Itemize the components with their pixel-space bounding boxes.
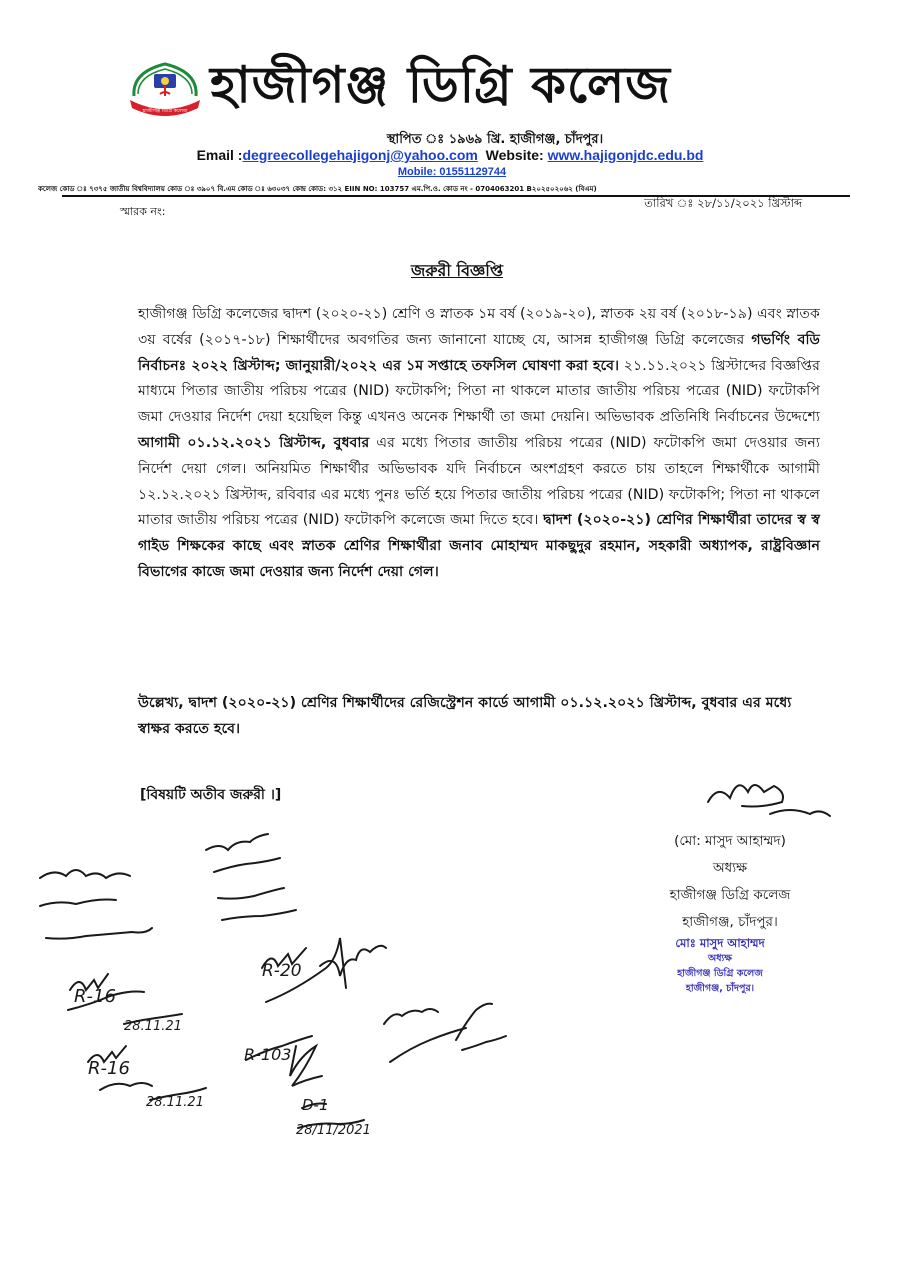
svg-text:28.11.21: 28.11.21 <box>146 1095 204 1110</box>
stamp-address: হাজীগঞ্জ, চাঁদপুর। <box>685 983 755 994</box>
established-line: স্থাপিত ঃ ১৯৬৯ খ্রি. হাজীগঞ্জ, চাঁদপুর। <box>386 132 604 147</box>
stamp-college: হাজীগঞ্জ ডিগ্রি কলেজ <box>677 968 763 979</box>
svg-text:হাজীগঞ্জ ডিগ্রি কলেজ: হাজীগঞ্জ ডিগ্রি কলেজ <box>142 108 188 114</box>
college-logo <box>128 60 202 116</box>
principal-college: হাজীগঞ্জ ডিগ্রি কলেজ <box>669 887 791 903</box>
svg-text:28/11/2021: 28/11/2021 <box>296 1123 371 1138</box>
svg-text:D-1: D-1 <box>302 1096 329 1114</box>
principal-name: (মো: মাসুদ আহাম্মদ) <box>674 833 786 849</box>
memo-number-label: স্মারক নং: <box>120 205 166 218</box>
para1-segment: হাজীগঞ্জ ডিগ্রি কলেজের দ্বাদশ (২০২০-২১) শ্রেণি ও স্নাতক ১ম বর্ষ (২০১৯-২০), স্নাতক ২য় বর্ষ (২০১৮-১৯) এবং স্নাতক ৩য় বর্ষের (২০১৭-১৮) শিক্ষার্থীদের অবগতির জন্য জানানো যাচ্ছে যে, আসন্ন হাজীগঞ্জ ডিগ্রি কলেজের <box>138 306 820 348</box>
svg-text:R-103: R-103 <box>244 1045 292 1064</box>
contact-line <box>0 147 900 163</box>
stamp-name: মোঃ মাসুদ আহাম্মদ <box>675 936 765 950</box>
para1-bold-deadline: আগামী ০১.১২.২০২১ খ্রিস্টাব্দ, বুধবার <box>138 434 370 451</box>
para1-bold-election: গভর্ণিং বডি নির্বাচনঃ ২০২২ খ্রিস্টাব্দ; জানুয়ারী/২০২২ এর ১ম সপ্তাহে তফসিল ঘোষণা করা হবে। <box>138 331 820 374</box>
stamp-designation: অধ্যক্ষ <box>707 953 732 964</box>
para1-segment: ২১.১১.২০২১ খ্রিস্টাব্দের বিজ্ঞপ্তির মাধ্যমে পিতার জাতীয় পরিচয় পত্রের (NID) ফটোকপি; পিতা না থাকলে মাতার জাতীয় পরিচয় পত্রের (NID) ফটোকপি জমা দেওয়ার নির্দেশ দেয়া হয়েছিল কিন্তু এখনও অনেক শিক্ষার্থী তা জমা দেয়নি। অভিভাবক প্রতিনিধি নির্বাচনের উদ্দেশ্যে <box>138 357 820 426</box>
para1-bold-instructions: দ্বাদশ (২০২০-২১) শ্রেণির শিক্ষার্থীরা তাদের স্ব স্ব গাইড শিক্ষকের কাছে এবং স্নাতক শ্রেণির শিক্ষার্থীরা জনাব মোহাম্মদ মাকছুদুর রহমান, সহকারী অধ্যাপক, রাষ্ট্রবিজ্ঞান বিভাগের কাজে জমা দেওয়ার জন্য নির্দেশ দেয়া গেল। <box>138 512 820 580</box>
college-name: হাজীগঞ্জ ডিগ্রি কলেজ <box>210 55 672 114</box>
notice-paragraph-1 <box>138 302 820 586</box>
svg-text:R-16: R-16 <box>88 1058 130 1079</box>
principal-designation: অধ্যক্ষ <box>712 860 748 876</box>
notice-paragraph-2: উল্লেখ্য, দ্বাদশ (২০২০-২১) শ্রেণির শিক্ষার্থীদের রেজিস্ট্রেশন কার্ডে আগামী ০১.১২.২০২১ খ্রিস্টাব্দ, বুধবার এর মধ্যে স্বাক্ষর করতে হবে। <box>138 695 792 737</box>
notice-date: তারিখ ঃ ২৮/১১/২০২১ খ্রিস্টাব্দ <box>644 196 802 210</box>
website-link[interactable]: www.hajigonjdc.edu.bd <box>547 147 704 163</box>
principal-signature-block <box>630 828 830 936</box>
urgent-note: [বিষয়টি অতীব জরুরী ।] <box>140 787 282 803</box>
mobile-number: Mobile: 01551129744 <box>397 166 507 178</box>
svg-text:R-20: R-20 <box>262 961 302 981</box>
mobile-line <box>0 166 900 178</box>
principal-address: হাজীগঞ্জ, চাঁদপুর। <box>682 914 778 930</box>
notice-title <box>0 258 900 285</box>
svg-text:28.11.21: 28.11.21 <box>124 1019 182 1034</box>
para1-segment: এর মধ্যে পিতার জাতীয় পরিচয় পত্রের (NID) ফটোকপি জমা দেওয়ার জন্য নির্দেশ দেয়া গেল। অনিয়মিত শিক্ষার্থীর অভিভাবক যদি নির্বাচনে অংশগ্রহণ করতে চায় তাহলে শিক্ষার্থীকে আগামী ১২.১২.২০২১ খ্রিস্টাব্দ, রবিবার এর মধ্যে পুনঃ ভর্তি হয়ে পিতার জাতীয় পরিচয় পত্রের (NID) ফটোকপি; পিতা না থাকলে মাতার জাতীয় পরিচয় পত্রের (NID) ফটোকপি কলেজে জমা দিতে হবে। <box>138 434 821 529</box>
institution-codes: কলেজ কোড ঃ ৭৩৭৫ জাতীয় বিশ্ববিদ্যালয় কোড ঃ ৩৯০৭ বি.এম কোড ঃ ৬৩০৩৭ কেন্দ্র কোড: ৩১২ EIIN NO: 103757 এম.পি.ও. কোড নং - 0704063201 B২০২৫০২০৬২ (বিএম) <box>38 185 597 193</box>
website-label: Website: <box>485 147 544 163</box>
email-link[interactable]: degreecollegehajigonj@yahoo.com <box>242 147 478 163</box>
official-stamp <box>640 936 800 996</box>
notice-title-text: জরুরী বিজ্ঞপ্তি <box>410 261 504 280</box>
email-label: Email : <box>196 147 243 163</box>
svg-text:R-16: R-16 <box>74 986 116 1007</box>
